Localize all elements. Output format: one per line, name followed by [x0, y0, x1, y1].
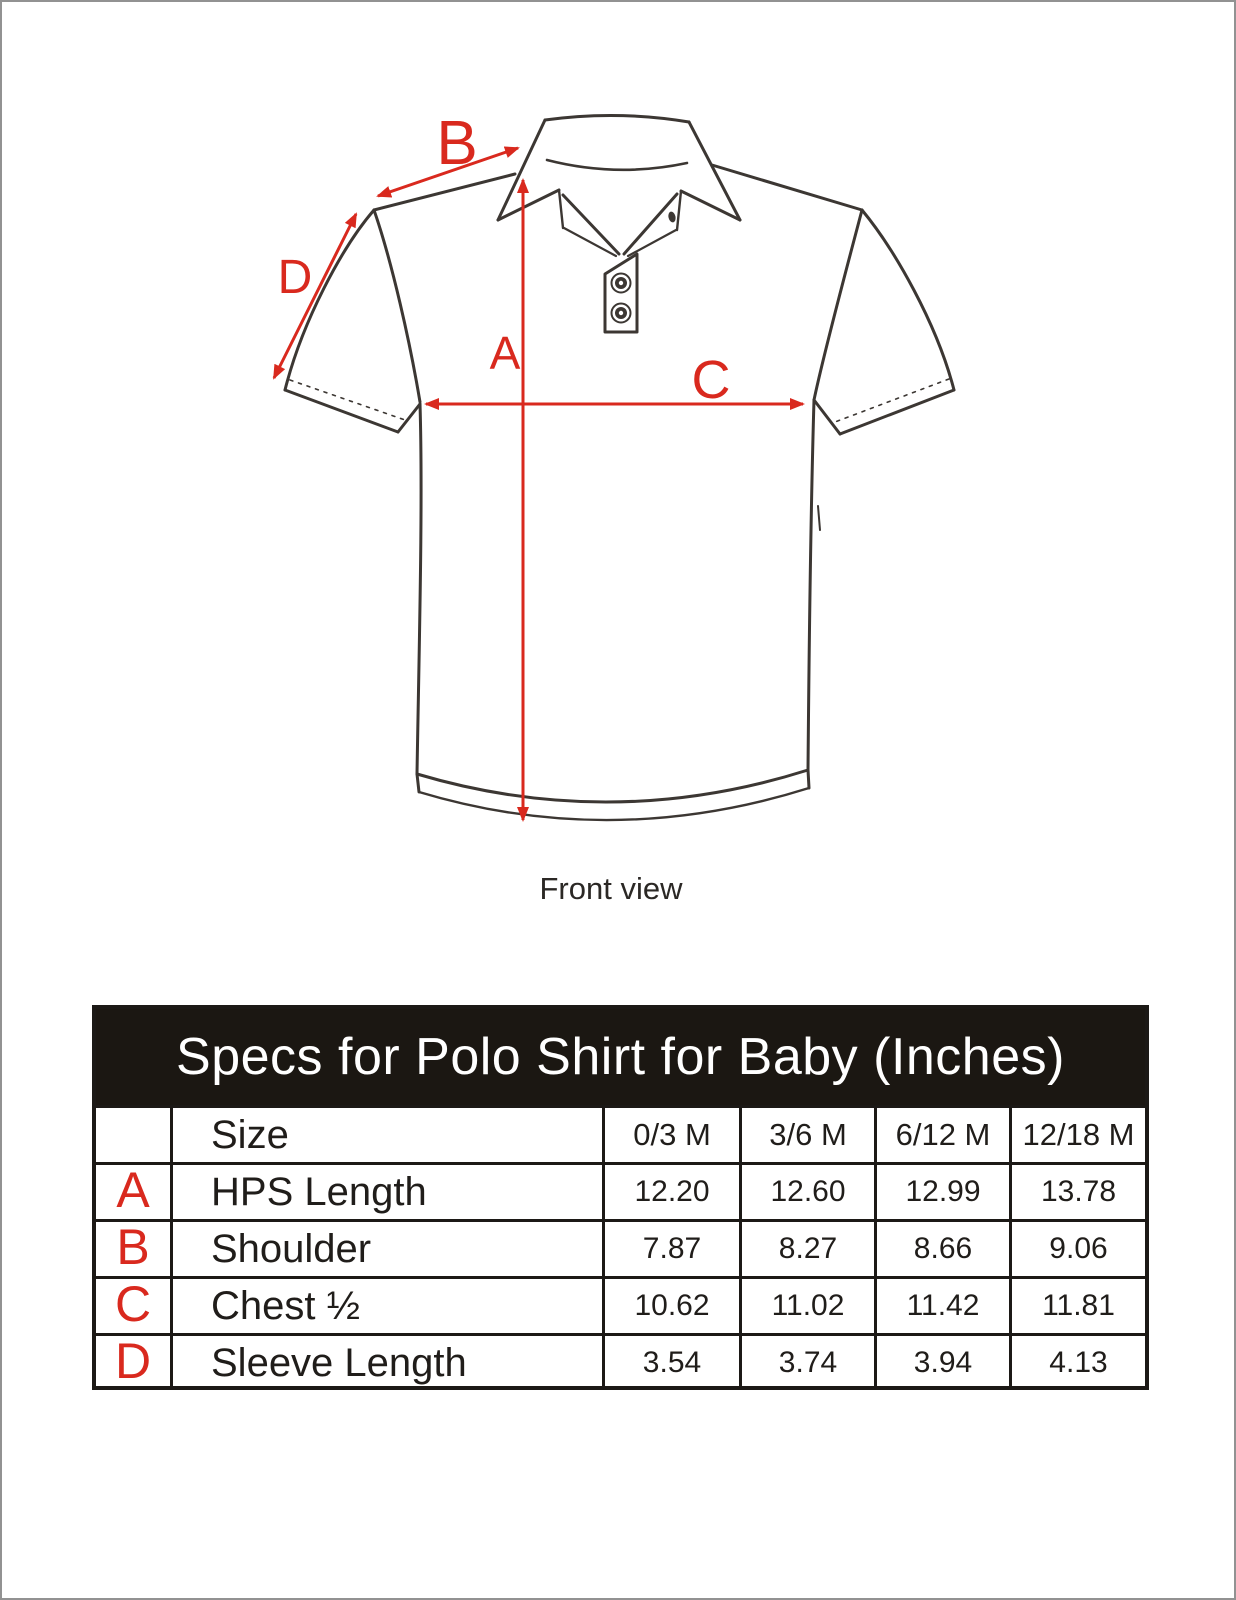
row-letter-a: A [96, 1162, 170, 1219]
row-letter-c: C [96, 1276, 170, 1333]
value-sleeve-0-3m: 3.54 [602, 1333, 739, 1390]
value-shoulder-3-6m: 8.27 [739, 1219, 874, 1276]
row-label-sleeve-length: Sleeve Length [170, 1333, 602, 1390]
placket-button-icon [612, 304, 631, 323]
value-hps-3-6m: 12.60 [739, 1162, 874, 1219]
value-sleeve-3-6m: 3.74 [739, 1333, 874, 1390]
spec-table-grid [96, 1105, 1145, 1390]
row-label-shoulder: Shoulder [170, 1219, 602, 1276]
header-size-12-18m: 12/18 M [1009, 1105, 1145, 1162]
value-shoulder-6-12m: 8.66 [874, 1219, 1009, 1276]
row-label-chest-half: Chest ½ [170, 1276, 602, 1333]
front-view-caption: Front view [539, 871, 683, 906]
header-size-3-6m: 3/6 M [739, 1105, 874, 1162]
value-chest-6-12m: 11.42 [874, 1276, 1009, 1333]
row-letter-b: B [96, 1219, 170, 1276]
spec-table-title-bar [96, 1009, 1145, 1105]
measure-label-a: A [489, 327, 521, 379]
header-size-6-12m: 6/12 M [874, 1105, 1009, 1162]
value-shoulder-0-3m: 7.87 [602, 1219, 739, 1276]
value-shoulder-12-18m: 9.06 [1009, 1219, 1145, 1276]
measure-label-c: C [691, 350, 731, 410]
measure-label-d: D [277, 251, 313, 304]
polo-shirt-svg [2, 2, 1236, 962]
spec-table-title: Specs for Polo Shirt for Baby (Inches) [176, 1028, 1065, 1086]
shirt-silhouette [285, 115, 954, 802]
value-hps-0-3m: 12.20 [602, 1162, 739, 1219]
measure-label-b: B [436, 109, 478, 178]
value-chest-12-18m: 11.81 [1009, 1276, 1145, 1333]
header-size-0-3m: 0/3 M [602, 1105, 739, 1162]
polo-shirt-diagram [2, 2, 1236, 962]
value-sleeve-6-12m: 3.94 [874, 1333, 1009, 1390]
spec-table [92, 1005, 1149, 1390]
header-letter-cell-empty [96, 1105, 170, 1162]
value-hps-12-18m: 13.78 [1009, 1162, 1145, 1219]
header-size-label: Size [170, 1105, 602, 1162]
value-chest-0-3m: 10.62 [602, 1276, 739, 1333]
value-sleeve-12-18m: 4.13 [1009, 1333, 1145, 1390]
row-letter-d: D [96, 1333, 170, 1390]
value-hps-6-12m: 12.99 [874, 1162, 1009, 1219]
value-chest-3-6m: 11.02 [739, 1276, 874, 1333]
placket-button-icon [612, 274, 631, 293]
row-label-hps-length: HPS Length [170, 1162, 602, 1219]
